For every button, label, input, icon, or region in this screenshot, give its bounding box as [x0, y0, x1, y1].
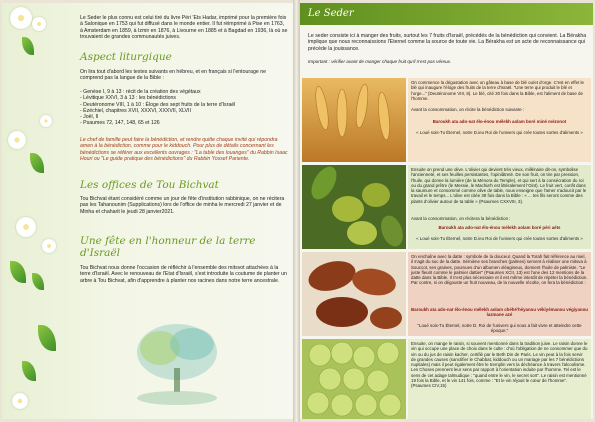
terre-israel-text: Tou Bichvat nous donne l'occasion de réfléchir à l'ensemble des mitsvot attachées à la terre d'Israël. Avec le renouveau de l'Etat d'Israël, s'est introduite la coutume de planter un arbre à Tou Bichvat, afin d'apprendre à planter nos racines dans notre terre ancestrale. — [80, 265, 287, 284]
date-text-cell — [408, 252, 591, 336]
wheat-text-cell — [408, 78, 591, 162]
fruit-row-olive — [300, 165, 593, 249]
olive-translation: « Loué sois-Tu Éternel, notre D.ieu Roi de l'univers qui crée toutes sortes d'aliments » — [416, 236, 583, 241]
jasmine-flower-icon — [12, 393, 28, 409]
important-note: Important : vérifier avant de manger chaque fruit qu'il n'est pas véreux. — [308, 59, 452, 64]
heading-offices: Les offices de Tou Bichvat — [80, 179, 219, 191]
tree-icon — [122, 318, 232, 408]
date-translation: "Loué sois-Tu Éternel, notre D. Roi de l'univers qui nous a fait vivre et atteindre cette époque." — [417, 323, 582, 334]
wheat-text: On commence la dégustation avec un gâteau à base de blé ou/et d'orge. C'est en effet le blé qui inaugure l'éloge des fruits de la terre d'Israël. "Une terre qui produit le blé et l'orge..." (Deutéronome VIII, 8). Le blé, cité 30 fois dans la Bible, est l'aliment de base de l'homme. — [411, 80, 584, 101]
right-page — [300, 3, 593, 419]
heading-seder: Le Seder — [308, 8, 354, 19]
jasmine-flower-icon — [32, 17, 46, 31]
seder-banner — [300, 3, 593, 25]
intro-paragraph: Le Seder le plus connu est celui tiré du livre Péri 'Ets Hadar, imprimé pour la première fois à Salonique en 1753 qui fut diffusé dans le monde entier. Il fut réimprimé à Pise en 1763, à Amsterdam en 1859, à Izmir en 1876, à Livourne en 1885 et à Bagdad en 1936, là où se trouvaient de grandes communautés juives. — [80, 15, 288, 40]
olive-lead: Avant la consommation, on récitera la bénédiction : — [411, 216, 511, 221]
liturgy-intro-text: On lira tout d'abord les textes suivants en hébreu, et en français si l'entourage ne comprend pas la langue de la Bible : — [80, 69, 266, 82]
grape-text: Ensuite, on mange le raisin, si souvent mentionné dans la tradition juive. Le raisin donne le vin qui occupe une place de choix dans le culte : d'où l'obligation de ne consommer que du vin ou du jus de raisin kacher, certifié par le Beth Din de Paris. Le vin peut à la fois servir de grandes causes (sanctifier le Chabbat, kiddouch ou un mariage par les 7 bénédictions nuptiales) mais il peut également être le tremplin vers la déchéance à travers l'alcoolisme. Les Choses prennent leur sens par rapport à l'orientation induite par l'homme. Tel est le sens de cet adage talmudique : "quand entre le vin, le secret sort". Le raisin est mentionné 19 fois la Bible, et le vin 141 fois, comme : "Et le vin réjouit le cœur de l'homme". (Psaumes CIV,15) — [411, 341, 588, 389]
blessing-note: Le chef de famille peut faire la bénédiction, et rendre quitte chaque invité qui répondra amen à la bénédiction, comme pour le kiddouch. Pour plus de détails concernant les bénédictions se référer aux excellents ouvrages : "La table des louanges" du Rabbin Isaac Houri ou "Le guide pratique des bénédictions" du Rabbin Yossef Pariente. — [80, 137, 288, 162]
grape-image — [302, 339, 406, 419]
list-item: - Ézéchiel, chapitres XVII, XXXVI, XXXVII, XLVII — [80, 107, 191, 114]
wheat-translation: « Loué sois-Tu Éternel, notre D.ieu Roi de l'univers qui crée toutes sortes d'aliments » — [416, 130, 583, 135]
fruit-row-wheat — [300, 78, 593, 162]
list-item: - Lévitique XXVI, 3 à 13 : les bénédictions — [80, 95, 177, 102]
seder-intro: Le seder consiste ici à manger des fruits, surtout les 7 fruits d'Israël, précédés de la bénédiction qui convient. La Bérakha implique que nous reconnaissions l'Eternel comme la source de toute vie. La Bérakha est un acte de reconnaissance qui précède la jouissance. — [308, 33, 587, 52]
list-item: - Deutéronome VIII, 1 à 10 : Éloge des sept fruits de la terre d'Israël — [80, 101, 236, 108]
jasmine-flower-icon — [42, 239, 56, 253]
fruit-row-grape — [300, 339, 593, 419]
grape-text-cell — [408, 339, 591, 419]
olive-text: Ensuite on prend une olive. L'olivier qui devient très vieux, millénaire dit-on, symbolise l'ancienneté, et ses feuilles persistantes, l'opiniâtreté. De son fruit, on tire par pression, l'huile, qui donne la lumière (de la Ménora du Temple), et qui sert à la consécration du roi ou du grand prêtre (le Messie, le Machia'h est littéralement l'Oint). Le fruit vert, confit dans la saumure et consommé comme olive de table, nous enseigne que l'amer s'adoucit par le travail et le temps... L'olive est citée 38 fois dans la Bible : « ... tes fils seront comme des plants d'olivier autour de ta table » (Psaumes CXXVIII, 3). — [411, 167, 587, 204]
heading-terre-israel: Une fête en l'honneur de la terre d'Israël — [80, 235, 256, 259]
olive-bracha: Baroukh ata ado-naï élo-énou mélekh aolam boré péri aéts — [438, 225, 561, 230]
leaf-icon — [22, 37, 34, 55]
heading-aspect-liturgique: Aspect liturgique — [80, 51, 172, 63]
wheat-image — [302, 78, 406, 162]
leaf-icon — [32, 273, 44, 290]
jasmine-flower-icon — [40, 115, 52, 127]
fruit-row-date — [300, 252, 593, 336]
list-item: - Joël, II — [80, 114, 99, 121]
date-text: On enchaîne avec la datte : symbole de la douceur. Quand la Torah fait référence au miel, il s'agit du suc de la datte. Sémiène ses branches (palmes) servent à réaliser une mitsva à Souccot, ses graines, pourvues d'un albumen oléagineux, donnent l'huile de palmiste. "Le juste fleurit comme le palmier dattier" (Psaumes XCII, 13) est l'une des 12 mentions de la datte dans la Bible. Il n'est plus nécessaire et il est même interdit de répéter la bénédiction. Par contre, si on dégouste un fruit nouveau, de la nouvelle récolte, on fera la bénédiction : — [411, 254, 588, 286]
wheat-lead: Avant la consommation, on récite la bénédiction suivante : — [411, 107, 525, 112]
olive-text-cell — [408, 165, 591, 249]
wheat-bracha: Baroukh ata ado-naï élo-énou mélekh aolam boré miné mézonot — [432, 119, 567, 124]
leaf-icon — [22, 361, 36, 381]
leaf-icon — [10, 261, 26, 283]
leaf-icon — [30, 153, 44, 173]
page-gutter — [293, 0, 300, 422]
jasmine-flower-icon — [8, 131, 26, 149]
leaf-icon — [38, 325, 56, 351]
date-image — [302, 252, 406, 336]
list-item: - Genèse I, 9 à 13 : récit de la création des végétaux — [80, 89, 201, 95]
jasmine-flower-icon — [10, 7, 32, 29]
reading-list — [80, 89, 288, 127]
olive-image — [302, 165, 406, 249]
offices-text: Tou Bichvat étant considéré comme un jour de fête d'institution rabbinique, on ne récitera pas les Tahanounim (Supplications) lors de l'office de minha le mercredi 27 janvier et de Minha et chaharit le jeudi 28 janvier2021. — [80, 196, 285, 215]
date-bracha: Baroukh ata ado-naï élo-énou mélekh aolam chéhé'héyanou vékiyémanou végiyanou lazmane azé — [411, 307, 588, 318]
list-item: - Psaumes 72, 147, 148, 65 et 126 — [80, 120, 160, 127]
left-page — [2, 3, 293, 419]
jasmine-flower-icon — [16, 217, 36, 237]
